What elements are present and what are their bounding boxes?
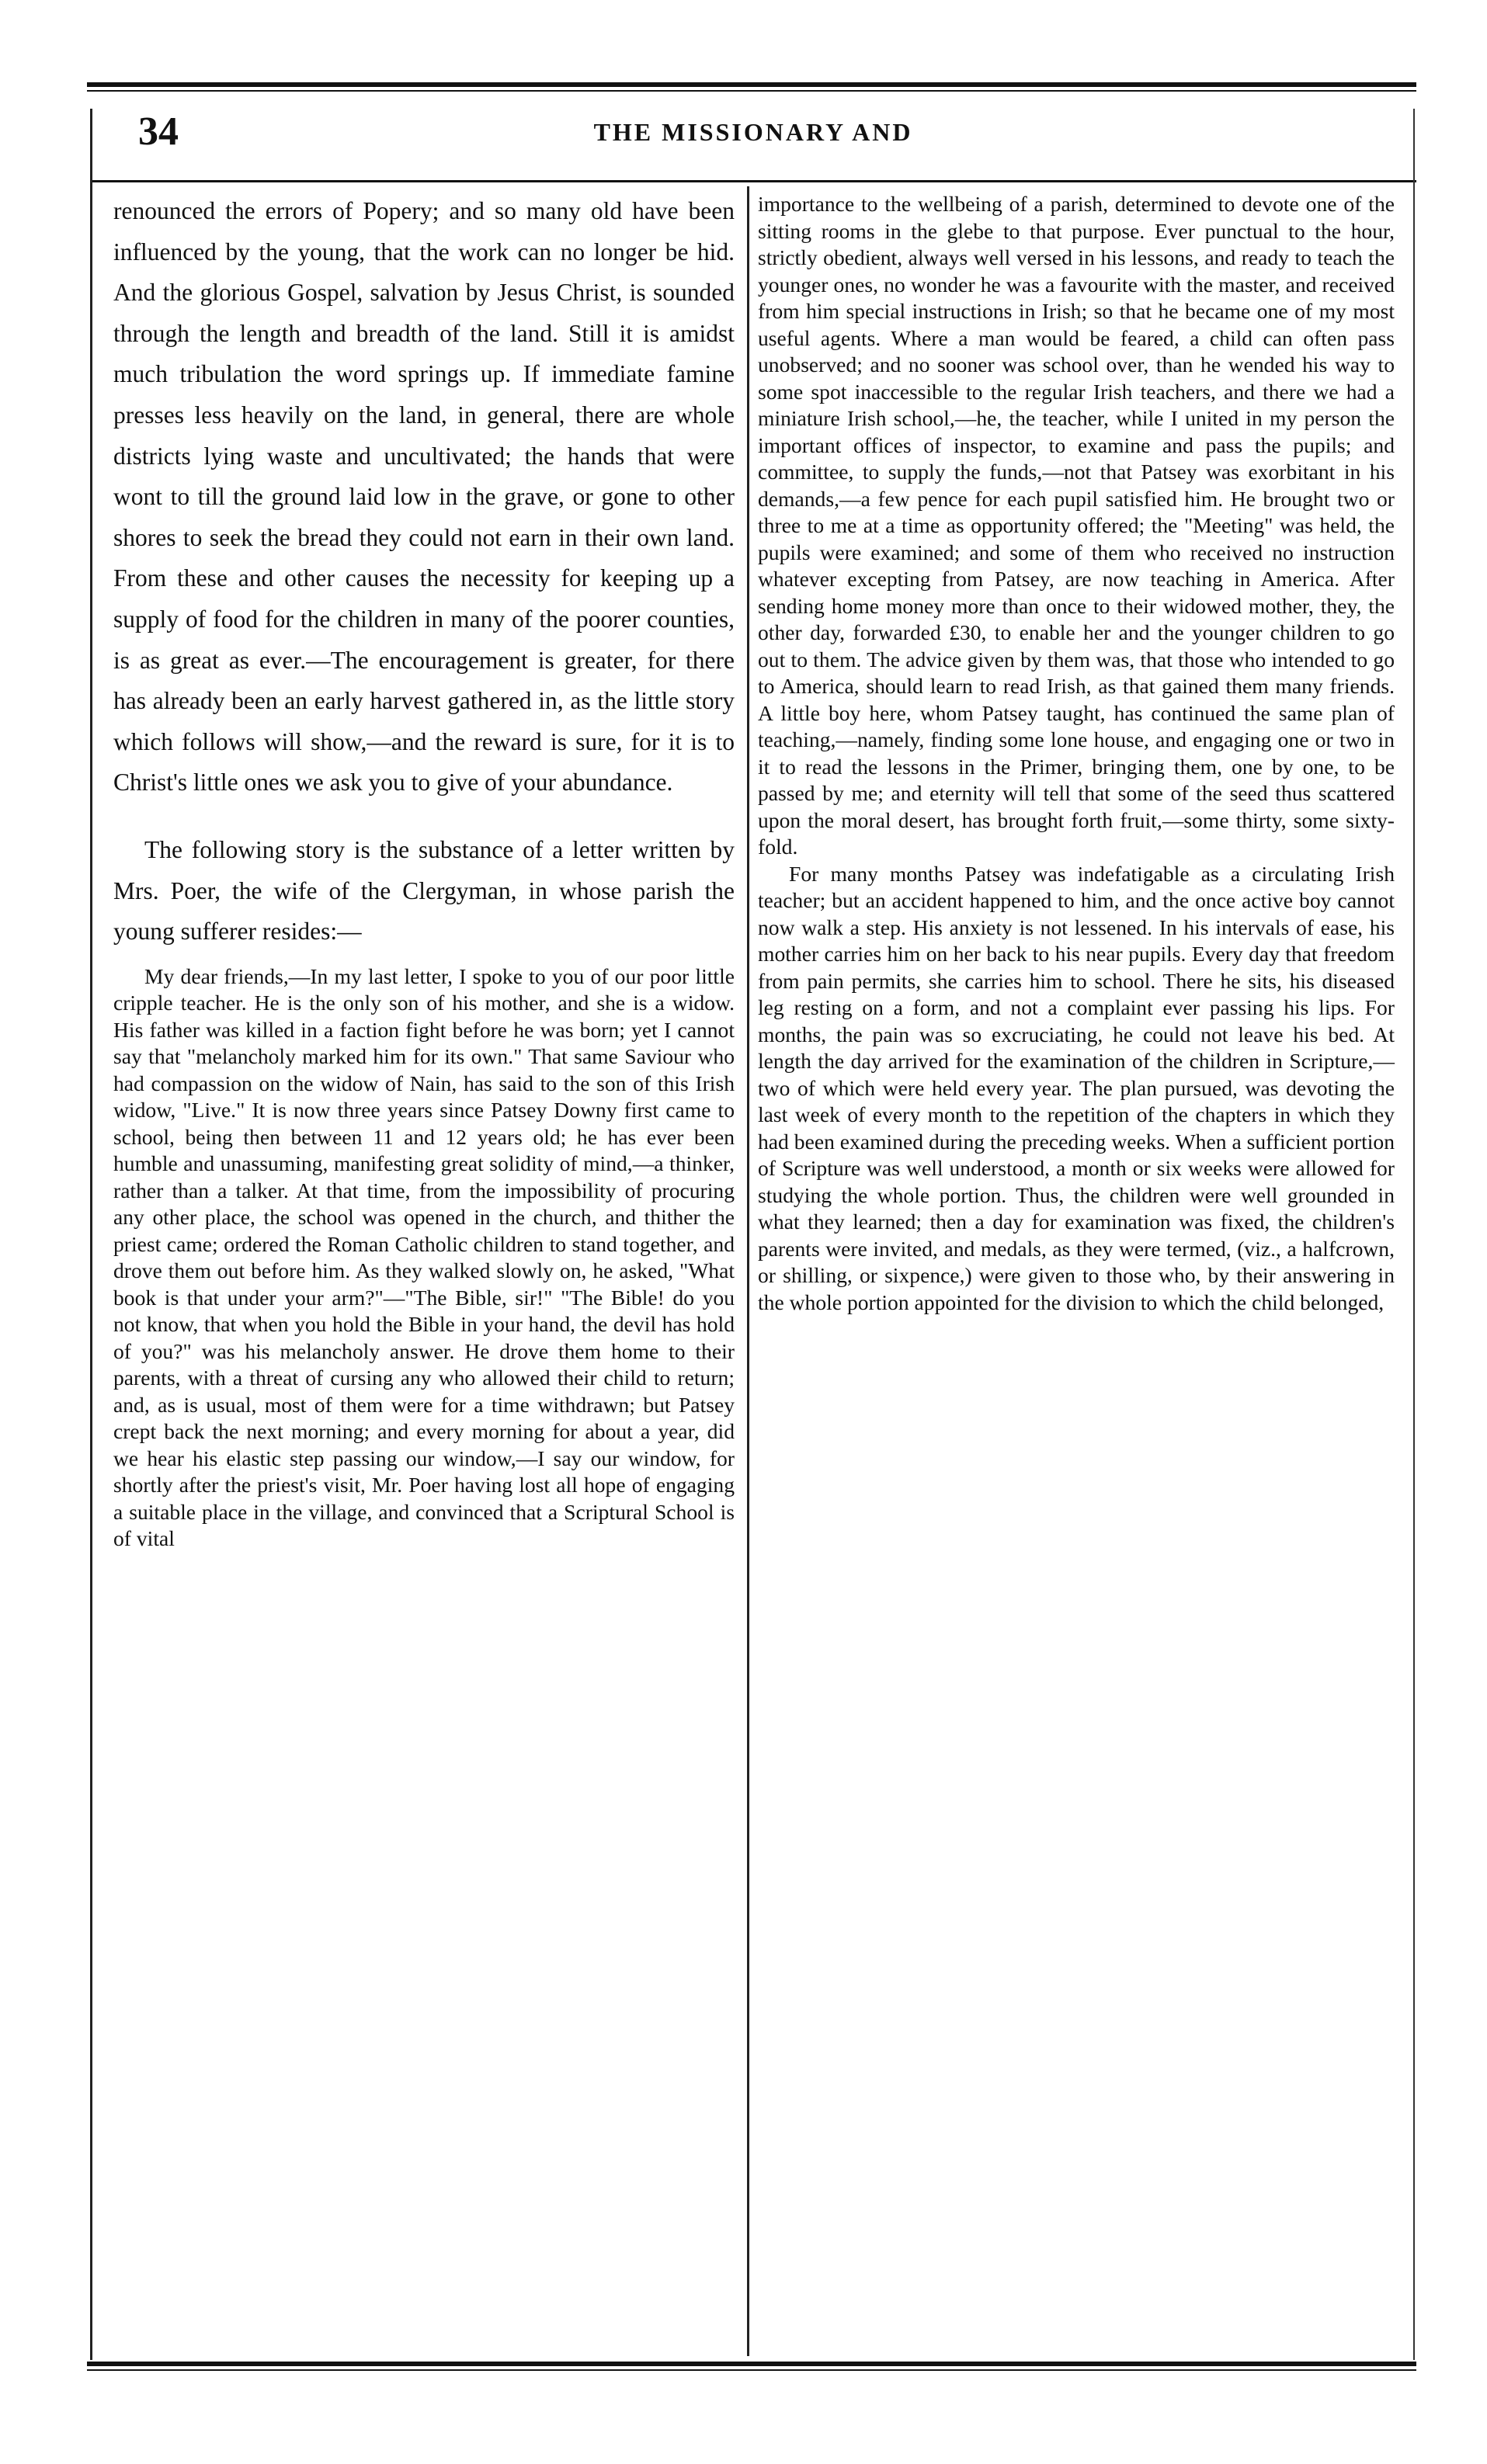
paragraph-gap [113, 953, 735, 963]
paragraph-gap [113, 803, 735, 830]
paragraph: importance to the wellbeing of a parish, determined to devote one of the sitting rooms in the glebe to that purpose. Ever punctual to the hour, strictly obedient, always well versed in his lessons, and ready to teach the younger ones, no wonder he was a favourite with the master, and received from him special instructions in Irish; so that he became one of my most useful agents. Where a man would be feared, a child can often pass unobserved; and no sooner was school over, than he wended his way to some spot inaccessible to the regular Irish teachers, and there we had a miniature Irish school,—he, the teacher, while I united in my person the important offices of inspector, to examine and pass the pupils; and committee, to supply the funds,—not that Patsey was exorbitant in his demands,—a few pence for each pupil satisfied him. He brought two or three to me at a time as opportunity offered; the "Meeting" was held, the pupils were examined; and some of them who received no instruction whatever excepting from Patsey, are now teaching in America. After sending home money more than once to their widowed mother, they, the other day, forwarded £30, to enable her and the younger children to go out to them. The advice given by them was, that those who intended to go to America, should learn to read Irish, as that gained them many friends. A little boy here, whom Patsey taught, has continued the same plan of teaching,—namely, finding some lone house, and engaging one or two in it to read the lessons in the Primer, bringing them, one by one, to be passed by me; and eternity will tell that some of the seed thus scattered upon the moral desert, has brought forth fruit,—some thirty, some sixty-fold. [758, 192, 1395, 859]
top-double-rule-thick [87, 82, 1416, 87]
right-frame-rule [1413, 109, 1415, 2360]
header-rule [92, 180, 1416, 182]
column-divider [747, 186, 749, 2356]
left-column [113, 191, 735, 1553]
right-column [758, 191, 1395, 1316]
letter-text [113, 963, 735, 1553]
bottom-double-rule-thick [87, 2362, 1416, 2366]
page-number: 34 [138, 109, 179, 154]
page-header [93, 109, 1413, 171]
bottom-double-rule-thin [87, 2369, 1416, 2371]
running-head: THE MISSIONARY AND [593, 118, 913, 146]
paragraph: For many months Patsey was indefatigable as a circulating Irish teacher; but an accident happened to him, and the once active boy cannot now walk a step. His anxiety is not lessened. In his intervals of ease, his mother carries him on her back to his near pupils. Every day that freedom from pain permits, she carries him to school. There he sits, his diseased leg resting on a form, and not a complaint ever passing his lips. For months, the pain was so excruciating, he could not leave his bed. At length the day arrived for the examination of the children in Scripture,—two of which were held every year. The plan pursued, was devoting the last week of every month to the repetition of the chapters in which they had been examined during the preceding weeks. When a sufficient portion of Scripture was well understood, a month or six weeks were allowed for studying the whole portion. Thus, the children were well grounded in what they learned; then a day for examination was fixed, the children's parents were invited, and medals, as they were termed, (viz., a halfcrown, or shilling, or sixpence,) were given to those who, by their answering in the whole portion appointed for the division to which the child belonged, [758, 861, 1395, 1314]
top-double-rule-thin [87, 90, 1416, 92]
paragraph: My dear friends,—In my last letter, I spoke to you of our poor little cripple teacher. He is the only son of his mother, and she is a widow. His father was killed in a faction fight before he was born; yet I cannot say that "melancholy marked him for its own." That same Saviour who had compassion on the widow of Nain, has said to the son of this Irish widow, "Live." It is now three years since Patsey Downy first came to school, being then between 11 and 12 years old; he has ever been humble and unassuming, manifesting great solidity of mind,—a thinker, rather than a talker. At that time, from the impossibility of procuring any other place, the school was opened in the church, and thither the priest came; ordered the Roman Catholic children to stand together, and drove them out before him. As they walked slowly on, he asked, "What book is that under your arm?"—"The Bible, sir!" "The Bible! do you not know, that when you hold the Bible in your hand, the devil has hold of you?" was his melancholy answer. He drove them home to their parents, with a threat of cursing any who allowed their child to return; and, as is usual, most of them were for a time withdrawn; but Patsey crept back the next morning; and every morning for about a year, did we hear his elastic step passing our window,—I say our window, for shortly after the priest's visit, Mr. Poer having lost all hope of engaging a suitable place in the village, and convinced that a Scriptural School is of vital [113, 963, 735, 1551]
paragraph: renounced the errors of Popery; and so many old have been influenced by the young, that the work can no longer be hid. And the glorious Gospel, salvation by Jesus Christ, is sounded through the length and breadth of the land. Still it is amidst much tribulation the word springs up. If immediate famine presses less heavily on the land, in general, there are whole districts lying waste and uncultivated; the hands that were wont to till the ground laid low in the grave, or gone to other shores to seek the bread they could not earn in their own land. From these and other causes the necessity for keeping up a supply of food for the children in many of the poorer counties, is as great as ever.—The encouragement is greater, for there has already been an early harvest gathered in, as the little story which follows will show,—and the reward is sure, for it is to Christ's little ones we ask you to give of your abundance. [113, 197, 735, 796]
intro-text [113, 191, 735, 953]
paragraph: The following story is the substance of a letter written by Mrs. Poer, the wife of the Clergyman, in whose parish the young sufferer resides:— [113, 835, 735, 946]
left-frame-rule [90, 109, 92, 2360]
